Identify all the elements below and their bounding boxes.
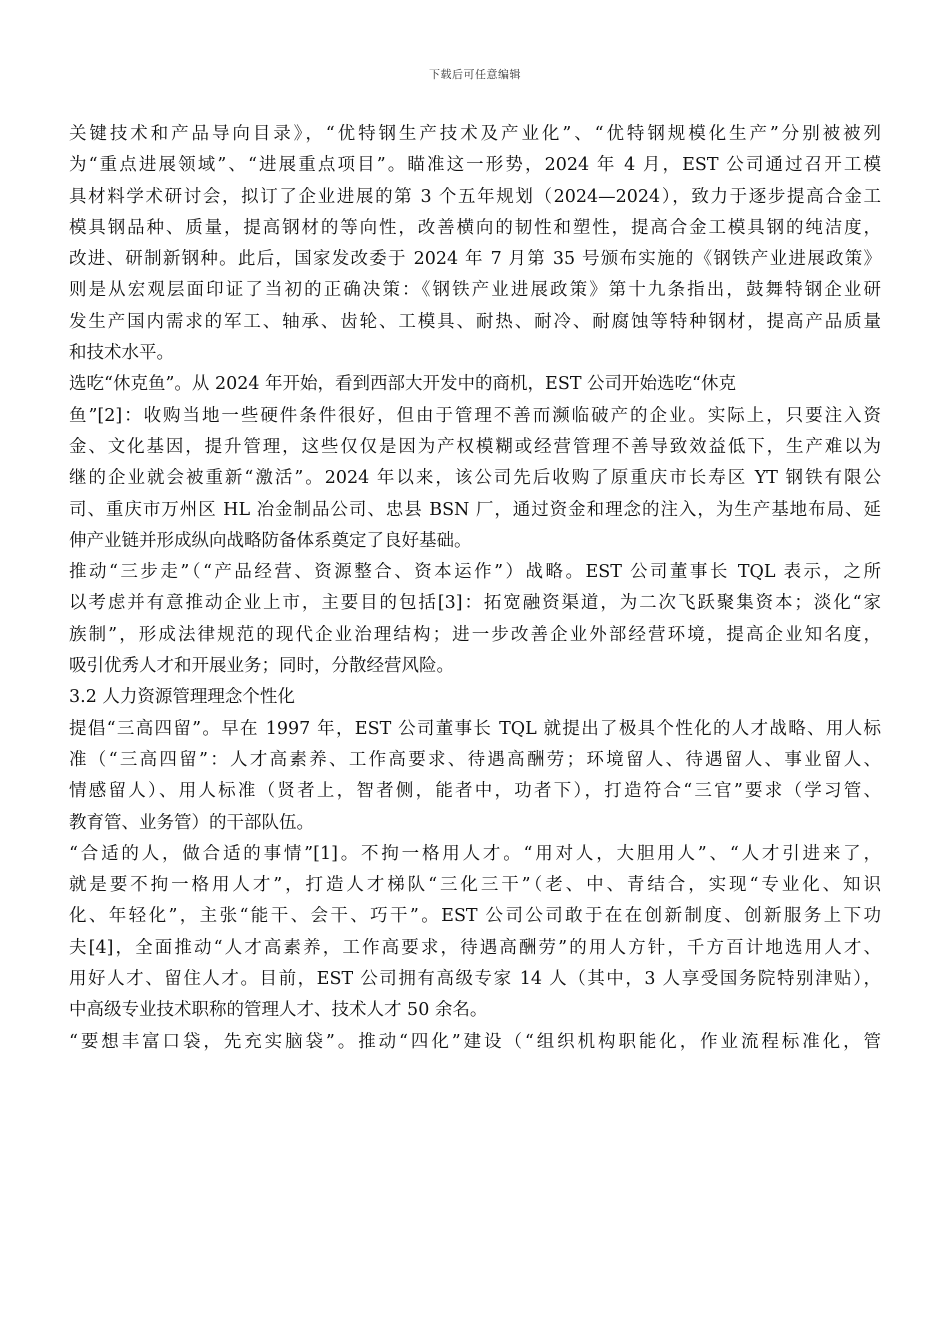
text-line: 吸引优秀人才和开展业务；同时，分散经营风险。 xyxy=(69,656,454,677)
text-line: 提倡“三高四留”。早在 1997 年，EST 公司董事长 TQL 就提出了极具个性化的人才战略、用人标 xyxy=(69,718,881,739)
text-line: 具材料学术研讨会，拟订了企业进展的第 3 个五年规划（2024—2024），致力于逐步提高合金工 xyxy=(69,186,881,207)
text-line: 推动“三步走”（“产品经营、资源整合、资本运作”）战略。EST 公司董事长 TQL 表示，之所 xyxy=(69,562,881,583)
text-line: 夫[4]，全面推动“人才高素养，工作高要求，待遇高酬劳”的用人方针，千方百计地选用人才、 xyxy=(69,937,881,958)
text-line: 情感留人）、用人标准（贤者上，智者侧，能者中，功者下），打造符合“三官”要求（学习管、 xyxy=(69,781,881,802)
text-line: 关键技术和产品导向目录》，“优特钢生产技术及产业化”、“优特钢规模化生产”分别被被列 xyxy=(69,124,881,144)
text-line: 教育管、业务管）的干部队伍。 xyxy=(69,812,314,833)
text-line: 司、重庆市万州区 HL 冶金制品公司、忠县 BSN 厂，通过资金和理念的注入，为生产基地布局、延 xyxy=(69,499,881,520)
document-body xyxy=(69,119,881,1058)
text-line: 准（“三高四留”：人才高素养、工作高要求、待遇高酬劳；环境留人、待遇留人、事业留人、 xyxy=(69,749,881,770)
text-line: 就是要不拘一格用人才”，打造人才梯队“三化三干”（老、中、青结合，实现“专业化、知识 xyxy=(69,875,881,896)
text-line: 发生产国内需求的军工、轴承、齿轮、工模具、耐热、耐冷、耐腐蚀等特种钢材，提高产品质量 xyxy=(69,311,881,332)
text-line: 用好人才、留住人才。目前，EST 公司拥有高级专家 14 人（其中，3 人享受国务院特别津贴）， xyxy=(69,969,881,990)
text-line: 族制”，形成法律规范的现代企业治理结构；进一步改善企业外部经营环境，提高企业知名度， xyxy=(69,624,881,645)
text-line: 继的企业就会被重新“激活”。2024 年以来，该公司先后收购了原重庆市长寿区 YT 钢铁有限公 xyxy=(69,468,881,489)
text-line: 伸产业链并形成纵向战略防备体系奠定了良好基础。 xyxy=(69,530,472,551)
text-line: 鱼”[2]：收购当地一些硬件条件很好，但由于管理不善而濒临破产的企业。实际上，只要注入资 xyxy=(69,405,881,426)
page-header: 下载后可任意编辑 xyxy=(429,68,521,81)
text-line: 模具钢品种、质量，提高钢材的等向性，改善横向的韧性和塑性，提高合金工模具钢的纯洁度， xyxy=(69,217,881,238)
text-line: 中高级专业技术职称的管理人才、技术人才 50 余名。 xyxy=(69,1000,488,1021)
text-line: 3.2 人力资源管理理念个性化 xyxy=(69,687,295,708)
text-line: “合适的人，做合适的事情”[1]。不拘一格用人才。“用对人，大胆用人”、“人才引进来了， xyxy=(69,843,881,864)
text-line: “要想丰富口袋，先充实脑袋”。推动“四化”建设（“组织机构职能化，作业流程标准化，管 xyxy=(69,1031,881,1052)
text-line: 改进、研制新钢种。此后，国家发改委于 2024 年 7 月第 35 号颁布实施的《钢铁产业进展政策》 xyxy=(69,249,881,270)
text-line: 以考虑并有意推动企业上市，主要目的包括[3]：拓宽融资渠道，为二次飞跃聚集资本；淡化“家 xyxy=(69,593,881,614)
text-line: 和技术水平。 xyxy=(69,343,174,364)
text-line: 选吃“休克鱼”。从 2024 年开始，看到西部大开发中的商机，EST 公司开始选吃“休克 xyxy=(69,374,736,395)
text-line: 金、文化基因，提升管理，这些仅仅是因为产权模糊或经营管理不善导致效益低下，生产难以为 xyxy=(69,436,881,457)
text-line: 为“重点进展领域”、“进展重点项目”。瞄准这一形势，2024 年 4 月，EST 公司通过召开工模 xyxy=(69,155,881,176)
text-line: 化、年轻化”，主张“能干、会干、巧干”。EST 公司公司敢于在在创新制度、创新服务上下功 xyxy=(69,906,881,927)
text-line: 则是从宏观层面印证了当初的正确决策：《钢铁产业进展政策》第十九条指出，鼓舞特钢企业研 xyxy=(69,280,881,301)
